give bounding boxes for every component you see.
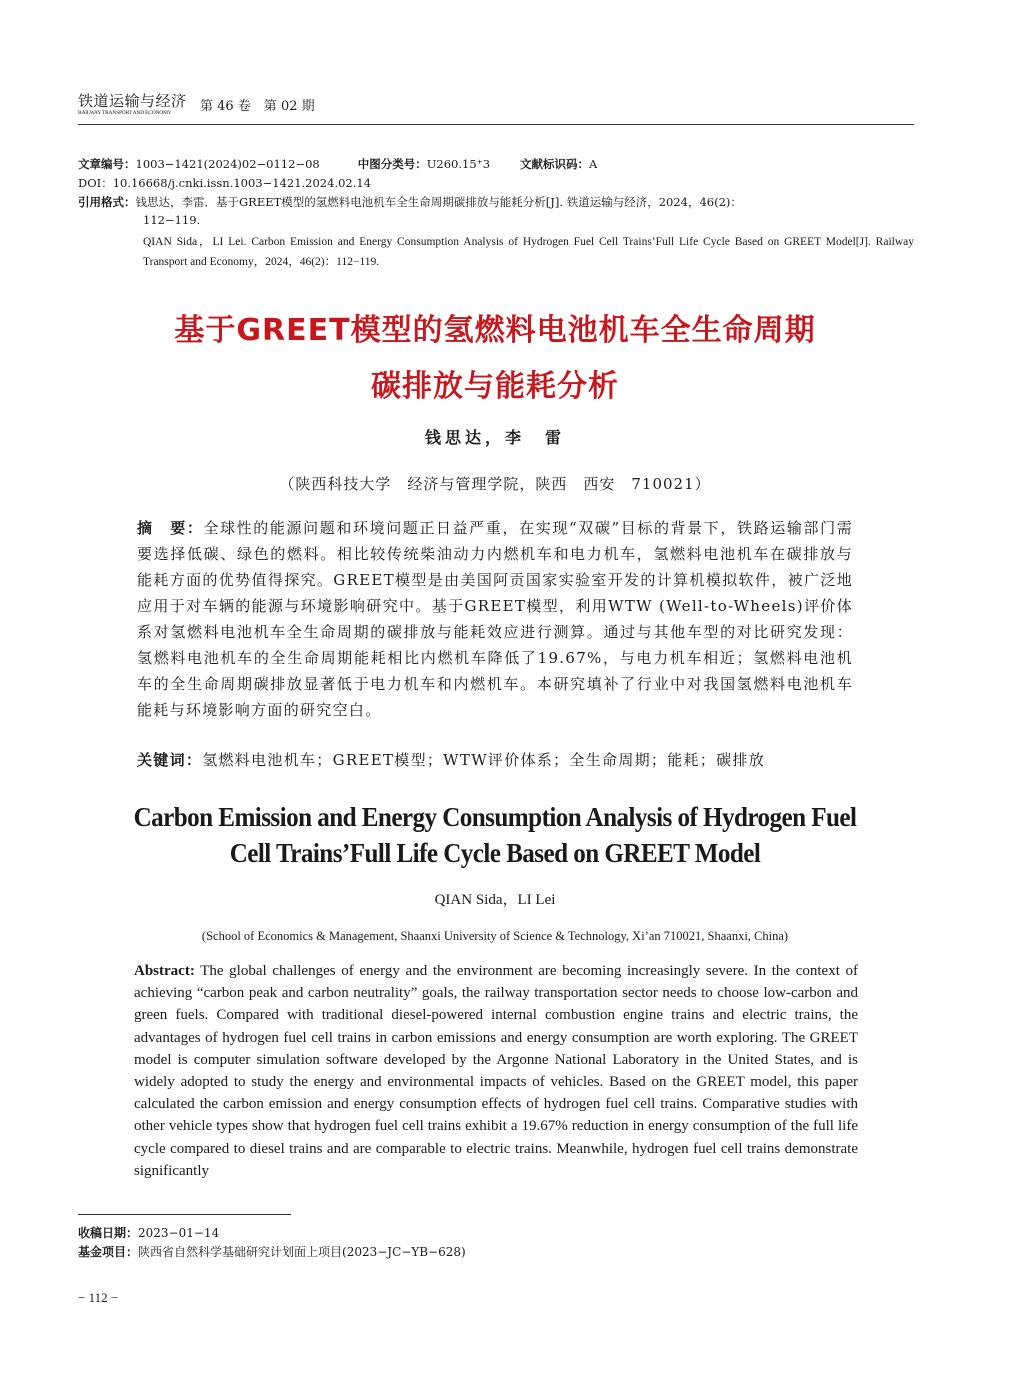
abstract-zh-label: 摘 要： bbox=[137, 519, 204, 537]
citation-zh-text: 钱思达，李雷．基于GREET模型的氢燃料电池机车全生命周期碳排放与能耗分析[J]. 铁道运输与经济，2024，46(2)： bbox=[135, 195, 742, 209]
fund-label: 基金项目： bbox=[78, 1245, 139, 1259]
clc-code: U260.15⁺3 bbox=[426, 157, 491, 171]
doc-code-label: 文献标识码： bbox=[520, 157, 590, 171]
issue-info: 第 46 卷 第 02 期 bbox=[200, 99, 315, 114]
abstract-en-text: The global challenges of energy and the environment are becoming increasingly severe. In the context of achieving “carbon peak and carbon neutrality” goals, the railway transportation sector needs to choose low-carbon and green fuels. Compared with traditional diesel-powered internal combustion engine trains and electric trains, the advantages of hydrogen fuel cell trains in carbon emissions and energy consumption are worth exploring. The GREET model is computer simulation software developed by the Argonne National Laboratory in the United States, and is widely adopted to study the energy and environmental impacts of vehicles. Based on the GREET model, this paper calculated the carbon emission and energy consumption effects of hydrogen fuel cell trains. Comparative studies with other vehicle types show that hydrogen fuel cell trains exhibit a 19.67% reduction in energy consumption of the full life cycle compared to diesel trains and are comparable to electric trains. Meanwhile, hydrogen fuel cell trains demonstrate significantly bbox=[134, 963, 858, 1179]
keywords-zh bbox=[137, 747, 853, 773]
received-label: 收稿日期： bbox=[78, 1226, 139, 1240]
keywords-zh-text: 氢燃料电池机车；GREET模型；WTW评价体系；全生命周期；能耗；碳排放 bbox=[202, 751, 766, 769]
affiliation-zh: （陕西科技大学 经济与管理学院，陕西 西安 710021） bbox=[279, 475, 711, 493]
title-en-line1: Carbon Emission and Energy Consumption Analysis of Hydrogen Fuel bbox=[133, 802, 857, 832]
page-number: − 112 − bbox=[78, 1290, 119, 1305]
doc-code: A bbox=[589, 157, 598, 171]
citation-zh bbox=[78, 193, 914, 229]
citation-zh-pages: 112−119. bbox=[143, 213, 201, 227]
title-zh-line1: 基于GREET模型的氢燃料电池机车全生命周期 bbox=[174, 313, 816, 348]
abstract-zh-text: 全球性的能源问题和环境问题正日益严重，在实现“双碳”目标的背景下，铁路运输部门需要选择低碳、绿色的燃料。相比较传统柴油动力内燃机车和电力机车，氢燃料电池机车在碳排放与能耗方面的优势值得探究。GREET模型是由美国阿贡国家实验室开发的计算机模拟软件，被广泛地应用于对车辆的能源与环境影响研究中。基于GREET模型，利用WTW (Well-to-Wheels)评价体系对氢燃料电池机车全生命周期的碳排放与能耗效应进行测算。通过与其他车型的对比研究发现：氢燃料电池机车的全生命周期能耗相比内燃机车降低了19.67%，与电力机车相近；氢燃料电池机车的全生命周期碳排放显著低于电力机车和内燃机车。本研究填补了行业中对我国氢燃料电池机车能耗与环境影响方面的研究空白。 bbox=[137, 519, 853, 719]
article-meta-line bbox=[78, 155, 597, 173]
abstract-en-label: Abstract: bbox=[134, 963, 195, 979]
citation-label: 引用格式： bbox=[78, 195, 136, 209]
title-en-line2: Cell Trains’Full Life Cycle Based on GREET Model bbox=[229, 838, 761, 868]
authors-zh: 钱思达，李 雷 bbox=[424, 428, 565, 447]
abstract-en bbox=[134, 960, 858, 1182]
fund-project bbox=[78, 1243, 466, 1261]
affiliation-en: (School of Economics & Management, Shaanxi University of Science & Technology, Xi’an 710021, Shaanxi, China) bbox=[201, 929, 789, 943]
authors-en: QIAN Sida，LI Lei bbox=[434, 892, 556, 908]
title-zh-line2: 碳排放与能耗分析 bbox=[371, 369, 619, 404]
header-divider bbox=[78, 124, 914, 125]
received-value: 2023−01−14 bbox=[138, 1226, 220, 1240]
clc-label: 中图分类号： bbox=[357, 157, 427, 171]
footnote-divider bbox=[78, 1214, 291, 1215]
doi-line: DOI：10.16668/j.cnki.issn.1003−1421.2024.02.14 bbox=[78, 176, 372, 190]
received-date bbox=[78, 1224, 219, 1242]
article-no: 1003−1421(2024)02−0112−08 bbox=[135, 157, 320, 171]
abstract-zh bbox=[137, 515, 853, 723]
article-no-label: 文章编号： bbox=[78, 157, 136, 171]
journal-name-zh: 铁道运输与经济 bbox=[78, 92, 187, 110]
fund-value: 陕西省自然科学基础研究计划面上项目(2023−JC−YB−628) bbox=[138, 1245, 466, 1259]
journal-name-en: RAILWAY TRANSPORT AND ECONOMY bbox=[78, 110, 172, 116]
keywords-zh-label: 关键词： bbox=[137, 751, 203, 769]
citation-en: QIAN Sida，LI Lei. Carbon Emission and Energy Consumption Analysis of Hydrogen Fuel Cell Trains’Full Life Cycle Based on GREET Model[J]. Railway Transport and Economy，2024，46(2)：112−119. bbox=[143, 236, 914, 268]
